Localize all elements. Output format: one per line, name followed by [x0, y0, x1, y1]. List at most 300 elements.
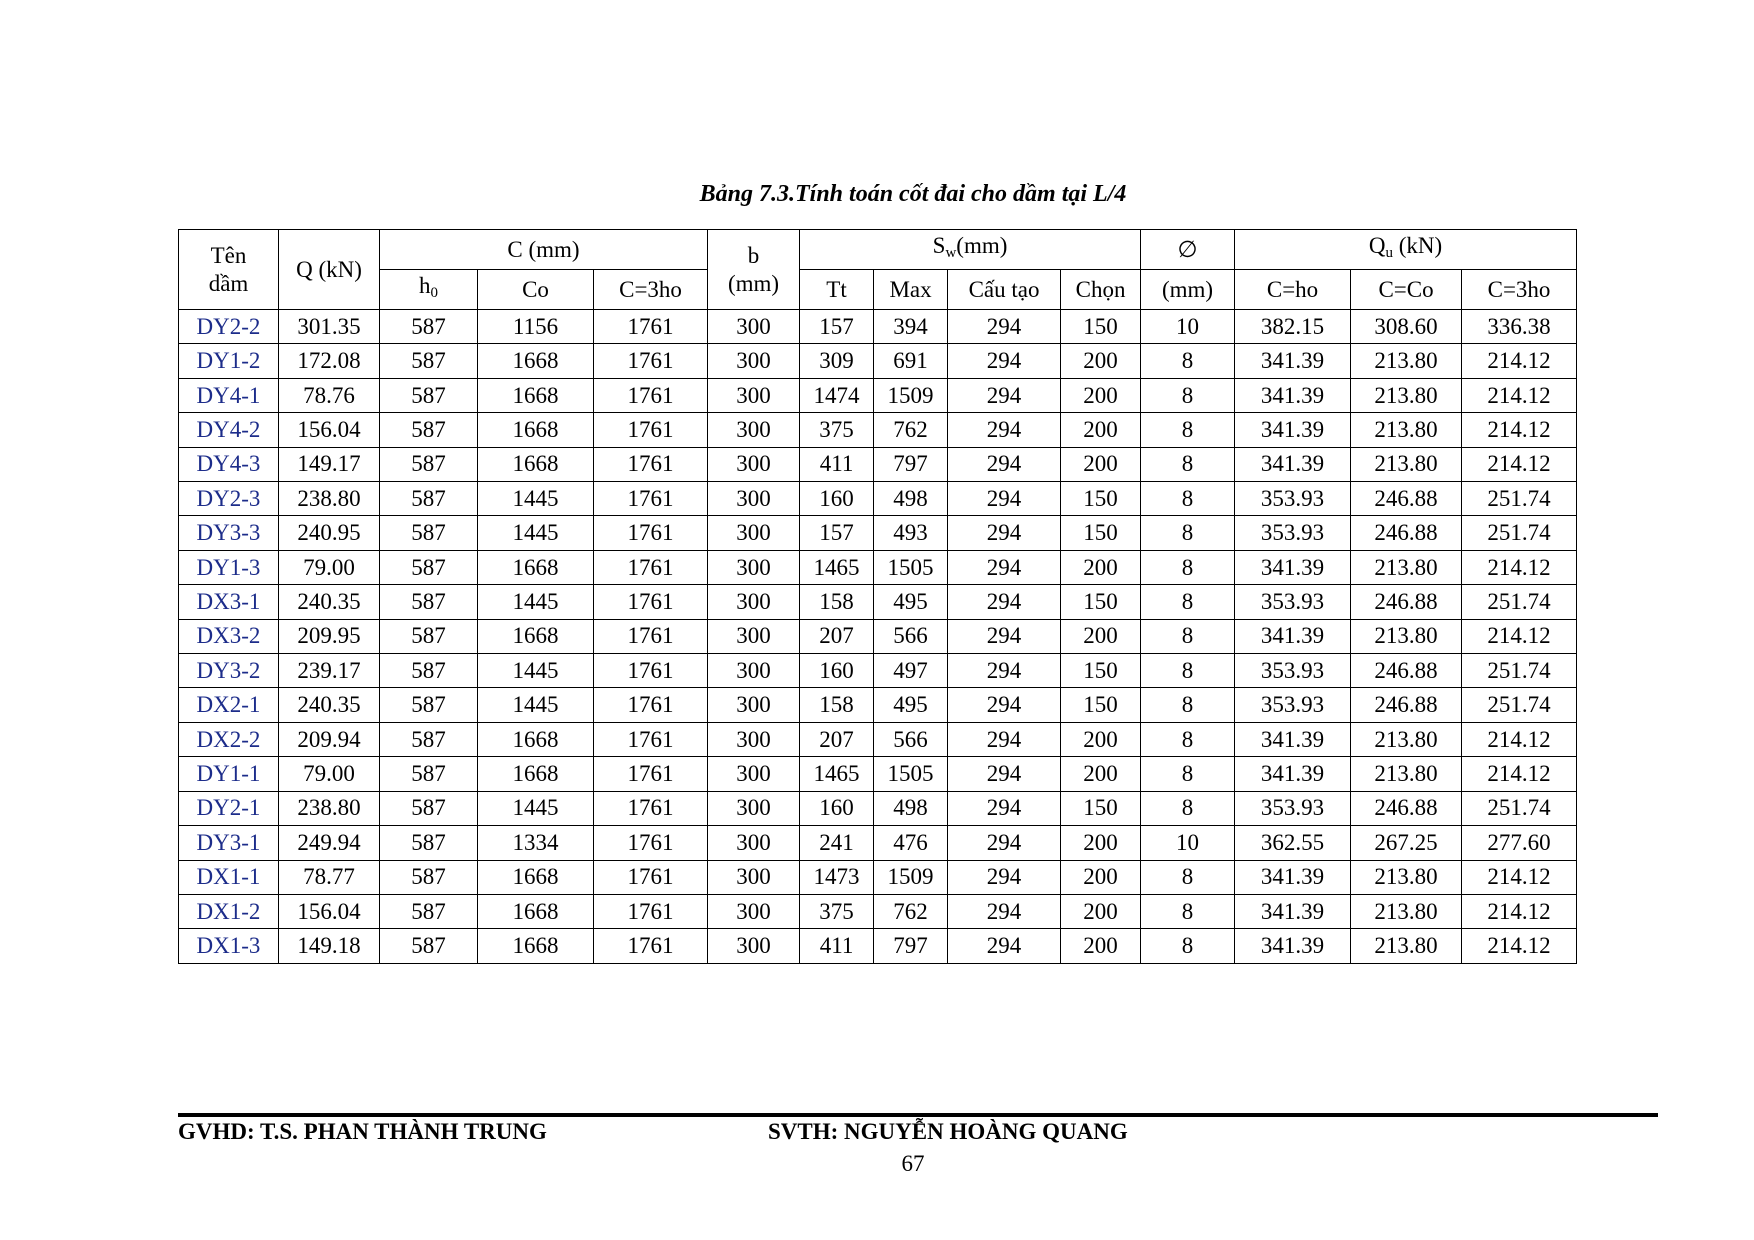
table-cell: 214.12: [1462, 757, 1577, 791]
table-cell: 587: [380, 378, 478, 412]
table-cell: 341.39: [1235, 860, 1351, 894]
table-cell: 209.95: [279, 619, 380, 653]
header-row-1: [179, 230, 1577, 270]
beam-name-cell: DY1-3: [179, 550, 279, 584]
table-cell: 249.94: [279, 826, 380, 860]
table-cell: 495: [874, 688, 948, 722]
table-cell: 8: [1141, 413, 1235, 447]
table-cell: 309: [800, 344, 874, 378]
table-cell: 1445: [478, 516, 594, 550]
table-cell: 587: [380, 894, 478, 928]
table-cell: 8: [1141, 860, 1235, 894]
table-cell: 300: [708, 860, 800, 894]
table-cell: 294: [948, 791, 1061, 825]
beam-name-cell: DX3-1: [179, 585, 279, 619]
table-cell: 1465: [800, 550, 874, 584]
table-cell: 200: [1061, 929, 1141, 964]
table-cell: 1156: [478, 310, 594, 344]
table-cell: 341.39: [1235, 447, 1351, 481]
table-cell: 294: [948, 585, 1061, 619]
table-cell: 294: [948, 310, 1061, 344]
table-cell: 1334: [478, 826, 594, 860]
table-cell: 294: [948, 447, 1061, 481]
table-cell: 1761: [594, 929, 708, 964]
table-cell: 214.12: [1462, 619, 1577, 653]
header-h0-sub: 0: [430, 285, 438, 301]
table-cell: 158: [800, 585, 874, 619]
table-cell: 240.95: [279, 516, 380, 550]
table-cell: 160: [800, 482, 874, 516]
table-cell: 300: [708, 929, 800, 964]
table-cell: 300: [708, 447, 800, 481]
header-qu-c3ho: C=3ho: [1462, 270, 1577, 310]
table-cell: 251.74: [1462, 482, 1577, 516]
table-cell: 300: [708, 826, 800, 860]
table-cell: 1761: [594, 757, 708, 791]
table-cell: 213.80: [1351, 344, 1462, 378]
table-cell: 8: [1141, 654, 1235, 688]
table-cell: 294: [948, 688, 1061, 722]
table-cell: 341.39: [1235, 619, 1351, 653]
table-cell: 294: [948, 654, 1061, 688]
table-cell: 157: [800, 516, 874, 550]
table-cell: 156.04: [279, 894, 380, 928]
table-cell: 341.39: [1235, 344, 1351, 378]
table-cell: 587: [380, 688, 478, 722]
table-cell: 300: [708, 378, 800, 412]
table-cell: 78.76: [279, 378, 380, 412]
table-header: [179, 230, 1577, 310]
table-cell: 353.93: [1235, 482, 1351, 516]
header-c3ho: C=3ho: [594, 270, 708, 310]
header-sw-rest: (mm): [956, 233, 1008, 258]
table-cell: 566: [874, 619, 948, 653]
table-cell: 1668: [478, 413, 594, 447]
table-cell: 79.00: [279, 550, 380, 584]
table-row: [179, 550, 1577, 584]
table-cell: 294: [948, 929, 1061, 964]
table-cell: 150: [1061, 688, 1141, 722]
table-row: [179, 722, 1577, 756]
table-cell: 1465: [800, 757, 874, 791]
table-cell: 497: [874, 654, 948, 688]
table-cell: 1761: [594, 378, 708, 412]
table-cell: 8: [1141, 516, 1235, 550]
table-cell: 587: [380, 516, 478, 550]
table-cell: 300: [708, 482, 800, 516]
table-cell: 213.80: [1351, 619, 1462, 653]
header-beam-name: [179, 230, 279, 310]
table-cell: 300: [708, 413, 800, 447]
table-cell: 246.88: [1351, 482, 1462, 516]
table-cell: 200: [1061, 722, 1141, 756]
table-cell: 214.12: [1462, 378, 1577, 412]
table-cell: 78.77: [279, 860, 380, 894]
table-cell: 294: [948, 860, 1061, 894]
table-cell: 213.80: [1351, 757, 1462, 791]
table-cell: 213.80: [1351, 447, 1462, 481]
table-cell: 587: [380, 654, 478, 688]
table-cell: 1668: [478, 929, 594, 964]
table-cell: 8: [1141, 378, 1235, 412]
table-cell: 762: [874, 894, 948, 928]
table-cell: 8: [1141, 757, 1235, 791]
header-diameter-unit: (mm): [1141, 270, 1235, 310]
table-row: [179, 378, 1577, 412]
table-cell: 251.74: [1462, 688, 1577, 722]
table-row: [179, 310, 1577, 344]
table-cell: 341.39: [1235, 722, 1351, 756]
table-cell: 246.88: [1351, 585, 1462, 619]
table-cell: 214.12: [1462, 860, 1577, 894]
table-row: [179, 757, 1577, 791]
table-caption: Bảng 7.3.Tính toán cốt đai cho dầm tại L/4: [699, 181, 1127, 207]
header-c-group: C (mm): [380, 230, 708, 270]
table-cell: 8: [1141, 791, 1235, 825]
table-cell: 246.88: [1351, 688, 1462, 722]
table-cell: 150: [1061, 310, 1141, 344]
table-cell: 214.12: [1462, 413, 1577, 447]
table-cell: 213.80: [1351, 550, 1462, 584]
table-row: [179, 413, 1577, 447]
table-cell: 300: [708, 310, 800, 344]
table-cell: 300: [708, 688, 800, 722]
table-cell: 1761: [594, 585, 708, 619]
beam-name-cell: DY2-3: [179, 482, 279, 516]
table-cell: 213.80: [1351, 894, 1462, 928]
table-cell: 587: [380, 344, 478, 378]
table-cell: 1761: [594, 688, 708, 722]
table-row: [179, 619, 1577, 653]
beam-name-cell: DX1-2: [179, 894, 279, 928]
beam-name-cell: DX1-1: [179, 860, 279, 894]
table-cell: 214.12: [1462, 894, 1577, 928]
table-cell: 214.12: [1462, 929, 1577, 964]
table-cell: 1761: [594, 550, 708, 584]
beam-name-cell: DX1-3: [179, 929, 279, 964]
table-cell: 1668: [478, 722, 594, 756]
table-cell: 353.93: [1235, 585, 1351, 619]
table-cell: 411: [800, 447, 874, 481]
beam-name-cell: DY2-1: [179, 791, 279, 825]
table-cell: 294: [948, 550, 1061, 584]
table-row: [179, 344, 1577, 378]
table-cell: 691: [874, 344, 948, 378]
table-cell: 8: [1141, 550, 1235, 584]
table-cell: 149.17: [279, 447, 380, 481]
table-cell: 200: [1061, 447, 1141, 481]
table-cell: 587: [380, 413, 478, 447]
table-cell: 587: [380, 860, 478, 894]
table-cell: 200: [1061, 378, 1141, 412]
table-cell: 10: [1141, 826, 1235, 860]
table-row: [179, 585, 1577, 619]
table-cell: 267.25: [1351, 826, 1462, 860]
header-sw-base: S: [932, 233, 946, 258]
table-cell: 1761: [594, 482, 708, 516]
header-qu-cco: C=Co: [1351, 270, 1462, 310]
table-cell: 8: [1141, 722, 1235, 756]
table-cell: 294: [948, 619, 1061, 653]
table-cell: 1473: [800, 860, 874, 894]
beam-name-cell: DX3-2: [179, 619, 279, 653]
header-cau-tao: Cấu tạo: [948, 270, 1061, 310]
table-cell: 240.35: [279, 585, 380, 619]
table-cell: 294: [948, 894, 1061, 928]
table-cell: 762: [874, 413, 948, 447]
header-q: Q (kN): [279, 230, 380, 310]
table-cell: 200: [1061, 757, 1141, 791]
table-cell: 294: [948, 826, 1061, 860]
table-cell: 353.93: [1235, 688, 1351, 722]
table-cell: 1505: [874, 757, 948, 791]
table-cell: 8: [1141, 447, 1235, 481]
header-beam-name-line1: Tên: [210, 242, 247, 268]
table-cell: 294: [948, 516, 1061, 550]
table-cell: 150: [1061, 654, 1141, 688]
table-row: [179, 826, 1577, 860]
table-cell: 566: [874, 722, 948, 756]
table-cell: 214.12: [1462, 722, 1577, 756]
table-cell: 498: [874, 482, 948, 516]
table-cell: 246.88: [1351, 791, 1462, 825]
header-diameter-icon: ∅: [1141, 230, 1235, 270]
table-cell: 149.18: [279, 929, 380, 964]
beam-name-cell: DY1-1: [179, 757, 279, 791]
table-cell: 1505: [874, 550, 948, 584]
beam-name-cell: DY4-3: [179, 447, 279, 481]
table-cell: 213.80: [1351, 929, 1462, 964]
table-cell: 394: [874, 310, 948, 344]
table-cell: 150: [1061, 791, 1141, 825]
table-cell: 200: [1061, 413, 1141, 447]
header-qu-base: Q: [1368, 233, 1386, 258]
table-cell: 1668: [478, 619, 594, 653]
footer-supervisor: GVHD: T.S. PHAN THÀNH TRUNG: [178, 1119, 547, 1144]
table-cell: 300: [708, 757, 800, 791]
table-cell: 246.88: [1351, 516, 1462, 550]
table-cell: 1668: [478, 447, 594, 481]
beam-name-cell: DY3-1: [179, 826, 279, 860]
header-h0-base: h: [419, 273, 431, 298]
table-cell: 1761: [594, 344, 708, 378]
table-cell: 587: [380, 722, 478, 756]
table-cell: 587: [380, 482, 478, 516]
table-cell: 1445: [478, 482, 594, 516]
table-cell: 587: [380, 929, 478, 964]
table-cell: 353.93: [1235, 654, 1351, 688]
table-cell: 251.74: [1462, 585, 1577, 619]
table-cell: 1761: [594, 860, 708, 894]
table-cell: 160: [800, 654, 874, 688]
table-cell: 1761: [594, 791, 708, 825]
header-b-line1: b: [747, 242, 760, 268]
table-cell: 1761: [594, 447, 708, 481]
table-cell: 214.12: [1462, 550, 1577, 584]
table-cell: 353.93: [1235, 791, 1351, 825]
table-cell: 213.80: [1351, 378, 1462, 412]
table-cell: 1509: [874, 378, 948, 412]
table-cell: 294: [948, 413, 1061, 447]
table-cell: 1445: [478, 688, 594, 722]
table-cell: 1668: [478, 550, 594, 584]
table-cell: 207: [800, 722, 874, 756]
table-cell: 308.60: [1351, 310, 1462, 344]
table-cell: 587: [380, 757, 478, 791]
table-cell: 300: [708, 791, 800, 825]
table-cell: 587: [380, 826, 478, 860]
table-cell: 375: [800, 413, 874, 447]
table-cell: 294: [948, 482, 1061, 516]
page-number: 67: [901, 1151, 925, 1176]
table-body: [179, 310, 1577, 964]
table-cell: 300: [708, 344, 800, 378]
table-cell: 1668: [478, 378, 594, 412]
table-cell: 1761: [594, 722, 708, 756]
beam-name-cell: DY3-2: [179, 654, 279, 688]
beam-name-cell: DY4-2: [179, 413, 279, 447]
header-beam-name-line2: dầm: [208, 270, 249, 296]
table-cell: 300: [708, 619, 800, 653]
table-cell: 362.55: [1235, 826, 1351, 860]
table-cell: 797: [874, 929, 948, 964]
header-co: Co: [478, 270, 594, 310]
table-cell: 8: [1141, 344, 1235, 378]
table-cell: 238.80: [279, 791, 380, 825]
table-cell: 251.74: [1462, 791, 1577, 825]
table-cell: 587: [380, 310, 478, 344]
table-row: [179, 482, 1577, 516]
table-cell: 300: [708, 516, 800, 550]
table-cell: 1445: [478, 654, 594, 688]
table-cell: 341.39: [1235, 378, 1351, 412]
table-cell: 476: [874, 826, 948, 860]
table-cell: 79.00: [279, 757, 380, 791]
table-cell: 1445: [478, 585, 594, 619]
table-cell: 156.04: [279, 413, 380, 447]
table-cell: 300: [708, 654, 800, 688]
table-cell: 375: [800, 894, 874, 928]
table-cell: 336.38: [1462, 310, 1577, 344]
table-cell: 251.74: [1462, 654, 1577, 688]
header-tt: Tt: [800, 270, 874, 310]
table-cell: 797: [874, 447, 948, 481]
beam-name-cell: DX2-2: [179, 722, 279, 756]
table-cell: 1761: [594, 654, 708, 688]
header-qu-cho: C=ho: [1235, 270, 1351, 310]
table-cell: 8: [1141, 619, 1235, 653]
table-cell: 8: [1141, 929, 1235, 964]
beam-name-cell: DX2-1: [179, 688, 279, 722]
table-cell: 200: [1061, 550, 1141, 584]
beam-name-cell: DY1-2: [179, 344, 279, 378]
table-cell: 277.60: [1462, 826, 1577, 860]
header-qu-rest: (kN): [1393, 233, 1443, 258]
table-cell: 382.15: [1235, 310, 1351, 344]
table-cell: 411: [800, 929, 874, 964]
table-row: [179, 894, 1577, 928]
table-cell: 300: [708, 550, 800, 584]
table-cell: 294: [948, 378, 1061, 412]
table-cell: 300: [708, 894, 800, 928]
beam-name-cell: DY2-2: [179, 310, 279, 344]
table-cell: 8: [1141, 585, 1235, 619]
header-max: Max: [874, 270, 948, 310]
table-cell: 213.80: [1351, 722, 1462, 756]
table-cell: 150: [1061, 516, 1141, 550]
table-cell: 1668: [478, 894, 594, 928]
table-cell: 238.80: [279, 482, 380, 516]
table-row: [179, 654, 1577, 688]
table-cell: 213.80: [1351, 413, 1462, 447]
table-cell: 301.35: [279, 310, 380, 344]
table-cell: 294: [948, 344, 1061, 378]
table-cell: 353.93: [1235, 516, 1351, 550]
header-qu-group: [1235, 230, 1577, 270]
table-cell: 200: [1061, 826, 1141, 860]
table-cell: 8: [1141, 482, 1235, 516]
table-cell: 1509: [874, 860, 948, 894]
table-cell: 1445: [478, 791, 594, 825]
table-cell: 1668: [478, 344, 594, 378]
table-cell: 341.39: [1235, 757, 1351, 791]
header-row-2: [179, 270, 1577, 310]
table-row: [179, 516, 1577, 550]
table-row: [179, 447, 1577, 481]
header-b-line2: (mm): [727, 270, 780, 296]
beam-name-cell: DY3-3: [179, 516, 279, 550]
table-cell: 493: [874, 516, 948, 550]
table-cell: 150: [1061, 585, 1141, 619]
table-cell: 1761: [594, 619, 708, 653]
table-cell: 1761: [594, 413, 708, 447]
table-cell: 200: [1061, 619, 1141, 653]
table-cell: 1761: [594, 516, 708, 550]
table-cell: 158: [800, 688, 874, 722]
table-cell: 587: [380, 619, 478, 653]
header-sw-group: [800, 230, 1141, 270]
table-cell: 239.17: [279, 654, 380, 688]
table-cell: 200: [1061, 344, 1141, 378]
table-cell: 246.88: [1351, 654, 1462, 688]
table-cell: 172.08: [279, 344, 380, 378]
table-cell: 10: [1141, 310, 1235, 344]
table-cell: 341.39: [1235, 929, 1351, 964]
table-cell: 160: [800, 791, 874, 825]
table-row: [179, 688, 1577, 722]
table-cell: 200: [1061, 894, 1141, 928]
table-cell: 1761: [594, 310, 708, 344]
table-row: [179, 791, 1577, 825]
table-row: [179, 860, 1577, 894]
table-cell: 213.80: [1351, 860, 1462, 894]
table-cell: 587: [380, 550, 478, 584]
header-sw-sub: w: [945, 245, 957, 261]
table-cell: 1668: [478, 757, 594, 791]
table-cell: 241: [800, 826, 874, 860]
table-cell: 207: [800, 619, 874, 653]
table-cell: 495: [874, 585, 948, 619]
table-cell: 1474: [800, 378, 874, 412]
footer-student: SVTH: NGUYỄN HOÀNG QUANG: [768, 1119, 1128, 1144]
table-cell: 294: [948, 722, 1061, 756]
table-cell: 341.39: [1235, 894, 1351, 928]
table-cell: 587: [380, 585, 478, 619]
table-cell: 1761: [594, 894, 708, 928]
table-cell: 587: [380, 447, 478, 481]
table-cell: 200: [1061, 860, 1141, 894]
table-cell: 209.94: [279, 722, 380, 756]
